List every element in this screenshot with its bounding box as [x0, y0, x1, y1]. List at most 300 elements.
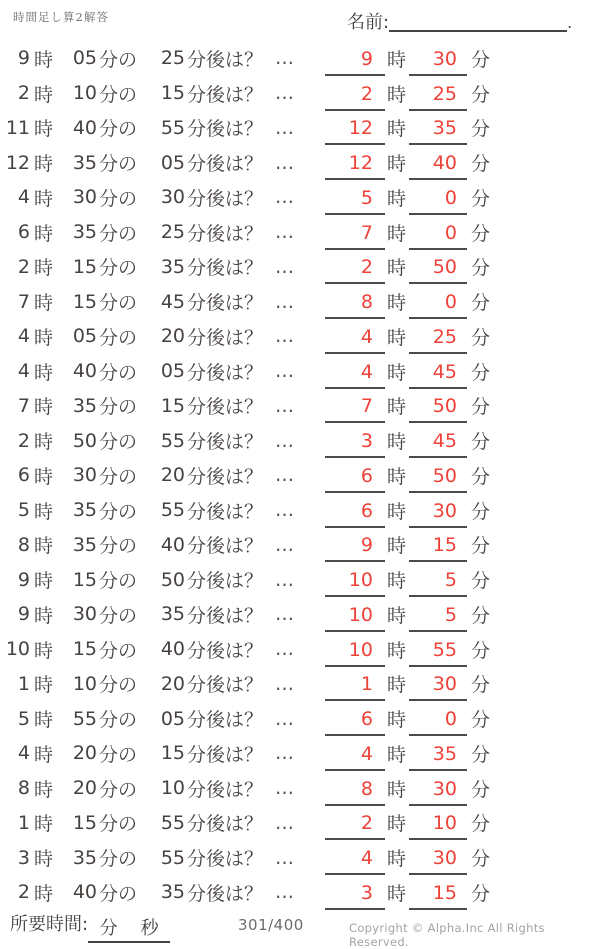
ellipsis: …: [275, 881, 297, 904]
answer-minute: 30: [409, 500, 467, 528]
problem-row: [0, 632, 600, 667]
hour-label: 時: [34, 674, 54, 697]
minute-of-label: 分の: [99, 326, 138, 349]
hour-label: 時: [34, 153, 54, 176]
problem-row: [0, 250, 600, 285]
ellipsis: …: [275, 811, 297, 834]
problem-row: [0, 840, 600, 875]
question-minute: 35: [72, 499, 98, 522]
minute-label: 分: [470, 465, 490, 488]
hour-label: 時: [34, 500, 54, 523]
ellipsis: …: [275, 603, 297, 626]
question-hour: 2: [17, 881, 30, 904]
minute-label: 分: [470, 83, 490, 106]
question-hour: 3: [17, 846, 30, 869]
question-hour: 2: [17, 255, 30, 278]
question-add-minute: 25: [160, 221, 186, 244]
hour-label: 時: [34, 535, 54, 558]
hour-label: 時: [386, 639, 406, 662]
question-hour: 9: [17, 568, 30, 591]
ellipsis: …: [275, 151, 297, 174]
hour-label: 時: [34, 292, 54, 315]
minute-of-label: 分の: [99, 222, 138, 245]
hour-label: 時: [386, 222, 406, 245]
question-add-minute: 55: [160, 499, 186, 522]
ellipsis: …: [275, 499, 297, 522]
hour-label: 時: [386, 674, 406, 697]
minute-label: 分: [470, 882, 490, 905]
hour-label: 時: [34, 743, 54, 766]
after-question-label: 分後は？: [187, 604, 264, 627]
answer-minute: 30: [409, 673, 467, 701]
after-question-label: 分後は？: [187, 222, 264, 245]
question-hour: 7: [17, 290, 30, 313]
answer-minute: 0: [409, 222, 467, 250]
hour-label: 時: [386, 535, 406, 558]
question-add-minute: 20: [160, 325, 186, 348]
question-minute: 20: [72, 777, 98, 800]
problem-row: [0, 771, 600, 806]
hour-label: 時: [34, 326, 54, 349]
question-add-minute: 55: [160, 116, 186, 139]
question-add-minute: 45: [160, 290, 186, 313]
after-question-label: 分後は？: [187, 396, 264, 419]
after-question-label: 分後は？: [187, 187, 264, 210]
ellipsis: …: [275, 672, 297, 695]
minute-label: 分: [470, 743, 490, 766]
answer-minute: 40: [409, 152, 467, 180]
hour-label: 時: [34, 465, 54, 488]
answer-hour: 1: [325, 673, 385, 701]
after-question-label: 分後は？: [187, 326, 264, 349]
hour-label: 時: [34, 813, 54, 836]
hour-label: 時: [386, 396, 406, 419]
question-minute: 35: [72, 846, 98, 869]
answer-hour: 8: [325, 291, 385, 319]
ellipsis: …: [275, 464, 297, 487]
problem-row: [0, 528, 600, 563]
question-minute: 10: [72, 672, 98, 695]
name-line-period: .: [567, 13, 573, 32]
hour-label: 時: [34, 882, 54, 905]
answer-hour: 2: [325, 812, 385, 840]
answer-hour: 7: [325, 222, 385, 250]
hour-label: 時: [386, 326, 406, 349]
problem-row: [0, 597, 600, 632]
problem-row: [0, 389, 600, 424]
hour-label: 時: [386, 153, 406, 176]
answer-minute: 5: [409, 569, 467, 597]
answer-hour: 3: [325, 882, 385, 910]
minute-label: 分: [470, 326, 490, 349]
required-time-blank-line: [88, 914, 170, 943]
question-hour: 9: [17, 47, 30, 70]
minute-label: 分: [470, 778, 490, 801]
question-add-minute: 15: [160, 82, 186, 105]
question-minute: 05: [72, 325, 98, 348]
after-question-label: 分後は？: [187, 465, 264, 488]
minute-label: 分: [470, 48, 490, 71]
question-add-minute: 50: [160, 568, 186, 591]
question-add-minute: 55: [160, 811, 186, 834]
answer-hour: 8: [325, 778, 385, 806]
question-hour: 1: [17, 811, 30, 834]
minute-of-label: 分の: [99, 465, 138, 488]
question-hour: 5: [17, 499, 30, 522]
after-question-label: 分後は？: [187, 848, 264, 871]
minute-of-label: 分の: [99, 83, 138, 106]
question-minute: 15: [72, 255, 98, 278]
answer-hour: 6: [325, 465, 385, 493]
minute-label: 分: [470, 222, 490, 245]
question-minute: 10: [72, 82, 98, 105]
question-add-minute: 20: [160, 672, 186, 695]
question-hour: 11: [5, 116, 30, 139]
ellipsis: …: [275, 360, 297, 383]
question-hour: 8: [17, 777, 30, 800]
question-hour: 2: [17, 429, 30, 452]
question-minute: 35: [72, 221, 98, 244]
minute-label: 分: [470, 153, 490, 176]
problem-row: [0, 145, 600, 180]
question-minute: 35: [72, 533, 98, 556]
hour-label: 時: [34, 604, 54, 627]
minute-unit-label: 分: [99, 918, 118, 939]
problem-row: [0, 875, 600, 910]
after-question-label: 分後は？: [187, 709, 264, 732]
minute-label: 分: [470, 674, 490, 697]
after-question-label: 分後は？: [187, 257, 264, 280]
question-minute: 30: [72, 186, 98, 209]
ellipsis: …: [275, 325, 297, 348]
minute-label: 分: [470, 431, 490, 454]
after-question-label: 分後は？: [187, 48, 264, 71]
minute-of-label: 分の: [99, 48, 138, 71]
question-minute: 40: [72, 360, 98, 383]
copyright-notice: Copyright © Alpha.Inc All Rights Reserved.: [349, 921, 545, 949]
answer-minute: 15: [409, 882, 467, 910]
problem-row: [0, 111, 600, 146]
question-hour: 4: [17, 742, 30, 765]
question-minute: 50: [72, 429, 98, 452]
question-minute: 15: [72, 568, 98, 591]
hour-label: 時: [386, 813, 406, 836]
question-add-minute: 55: [160, 429, 186, 452]
answer-minute: 55: [409, 639, 467, 667]
after-question-label: 分後は？: [187, 292, 264, 315]
minute-of-label: 分の: [99, 709, 138, 732]
minute-of-label: 分の: [99, 431, 138, 454]
hour-label: 時: [34, 361, 54, 384]
answer-minute: 35: [409, 117, 467, 145]
problem-row: [0, 354, 600, 389]
hour-label: 時: [34, 396, 54, 419]
ellipsis: …: [275, 707, 297, 730]
ellipsis: …: [275, 82, 297, 105]
hour-label: 時: [386, 83, 406, 106]
problem-row: [0, 736, 600, 771]
minute-label: 分: [470, 848, 490, 871]
minute-of-label: 分の: [99, 813, 138, 836]
question-hour: 4: [17, 325, 30, 348]
hour-label: 時: [34, 639, 54, 662]
answer-minute: 30: [409, 48, 467, 76]
answer-minute: 45: [409, 430, 467, 458]
question-hour: 7: [17, 394, 30, 417]
hour-label: 時: [386, 118, 406, 141]
question-hour: 9: [17, 603, 30, 626]
minute-of-label: 分の: [99, 153, 138, 176]
hour-label: 時: [34, 709, 54, 732]
hour-label: 時: [34, 778, 54, 801]
question-add-minute: 10: [160, 777, 186, 800]
problem-row: [0, 423, 600, 458]
question-hour: 6: [17, 221, 30, 244]
minute-label: 分: [470, 396, 490, 419]
hour-label: 時: [34, 48, 54, 71]
answer-minute: 35: [409, 743, 467, 771]
after-question-label: 分後は？: [187, 674, 264, 697]
after-question-label: 分後は？: [187, 535, 264, 558]
question-minute: 55: [72, 707, 98, 730]
minute-of-label: 分の: [99, 292, 138, 315]
answer-hour: 3: [325, 430, 385, 458]
hour-label: 時: [386, 882, 406, 905]
problem-row: [0, 76, 600, 111]
question-add-minute: 40: [160, 638, 186, 661]
answer-minute: 50: [409, 256, 467, 284]
minute-label: 分: [470, 535, 490, 558]
hour-label: 時: [34, 118, 54, 141]
hour-label: 時: [386, 570, 406, 593]
after-question-label: 分後は？: [187, 743, 264, 766]
ellipsis: …: [275, 221, 297, 244]
question-hour: 6: [17, 464, 30, 487]
minute-of-label: 分の: [99, 639, 138, 662]
hour-label: 時: [386, 465, 406, 488]
problem-row: [0, 284, 600, 319]
problem-row: [0, 180, 600, 215]
problem-row: [0, 806, 600, 841]
question-add-minute: 15: [160, 394, 186, 417]
answer-hour: 12: [325, 152, 385, 180]
minute-of-label: 分の: [99, 361, 138, 384]
required-time-field: [10, 910, 170, 943]
problem-row: [0, 493, 600, 528]
hour-label: 時: [34, 187, 54, 210]
name-blank-line: [389, 16, 567, 32]
minute-of-label: 分の: [99, 674, 138, 697]
answer-hour: 7: [325, 395, 385, 423]
minute-of-label: 分の: [99, 535, 138, 558]
minute-of-label: 分の: [99, 882, 138, 905]
question-add-minute: 30: [160, 186, 186, 209]
ellipsis: …: [275, 638, 297, 661]
question-minute: 05: [72, 47, 98, 70]
after-question-label: 分後は？: [187, 83, 264, 106]
question-minute: 40: [72, 881, 98, 904]
answer-minute: 5: [409, 604, 467, 632]
question-minute: 40: [72, 116, 98, 139]
hour-label: 時: [34, 431, 54, 454]
minute-label: 分: [470, 639, 490, 662]
answer-hour: 10: [325, 569, 385, 597]
question-hour: 8: [17, 533, 30, 556]
problem-row: [0, 562, 600, 597]
minute-of-label: 分の: [99, 500, 138, 523]
after-question-label: 分後は？: [187, 361, 264, 384]
hour-label: 時: [34, 570, 54, 593]
question-minute: 15: [72, 290, 98, 313]
ellipsis: …: [275, 47, 297, 70]
question-add-minute: 35: [160, 255, 186, 278]
answer-hour: 6: [325, 500, 385, 528]
minute-of-label: 分の: [99, 118, 138, 141]
minute-of-label: 分の: [99, 396, 138, 419]
hour-label: 時: [34, 257, 54, 280]
minute-label: 分: [470, 570, 490, 593]
after-question-label: 分後は？: [187, 153, 264, 176]
question-add-minute: 40: [160, 533, 186, 556]
problem-row: [0, 667, 600, 702]
question-hour: 5: [17, 707, 30, 730]
required-time-label: 所要時間:: [10, 914, 89, 935]
minute-of-label: 分の: [99, 570, 138, 593]
question-hour: 4: [17, 360, 30, 383]
hour-label: 時: [386, 361, 406, 384]
question-minute: 35: [72, 394, 98, 417]
hour-label: 時: [386, 48, 406, 71]
hour-label: 時: [386, 292, 406, 315]
minute-label: 分: [470, 604, 490, 627]
ellipsis: …: [275, 533, 297, 556]
name-field: [347, 8, 572, 34]
question-hour: 4: [17, 186, 30, 209]
answer-minute: 10: [409, 812, 467, 840]
minute-of-label: 分の: [99, 743, 138, 766]
minute-of-label: 分の: [99, 778, 138, 801]
question-minute: 30: [72, 464, 98, 487]
after-question-label: 分後は？: [187, 118, 264, 141]
name-label: 名前:: [347, 12, 390, 33]
page-count: 301/400: [238, 916, 304, 934]
after-question-label: 分後は？: [187, 778, 264, 801]
question-add-minute: 15: [160, 742, 186, 765]
hour-label: 時: [34, 848, 54, 871]
minute-of-label: 分の: [99, 187, 138, 210]
problem-row: [0, 41, 600, 76]
answer-minute: 30: [409, 847, 467, 875]
question-add-minute: 20: [160, 464, 186, 487]
question-hour: 1: [17, 672, 30, 695]
answer-hour: 2: [325, 256, 385, 284]
hour-label: 時: [386, 743, 406, 766]
hour-label: 時: [386, 709, 406, 732]
answer-hour: 6: [325, 708, 385, 736]
question-add-minute: 25: [160, 47, 186, 70]
answer-hour: 4: [325, 743, 385, 771]
question-hour: 12: [5, 151, 30, 174]
after-question-label: 分後は？: [187, 882, 264, 905]
ellipsis: …: [275, 568, 297, 591]
question-add-minute: 05: [160, 360, 186, 383]
answer-hour: 4: [325, 847, 385, 875]
after-question-label: 分後は？: [187, 500, 264, 523]
question-minute: 30: [72, 603, 98, 626]
answer-minute: 0: [409, 187, 467, 215]
answer-minute: 15: [409, 534, 467, 562]
answer-hour: 4: [325, 326, 385, 354]
after-question-label: 分後は？: [187, 570, 264, 593]
question-add-minute: 05: [160, 151, 186, 174]
question-minute: 15: [72, 638, 98, 661]
answer-hour: 2: [325, 83, 385, 111]
page-title: 時間足し算2解答: [13, 10, 109, 24]
ellipsis: …: [275, 186, 297, 209]
answer-minute: 25: [409, 83, 467, 111]
after-question-label: 分後は？: [187, 813, 264, 836]
hour-label: 時: [34, 83, 54, 106]
hour-label: 時: [34, 222, 54, 245]
answer-hour: 4: [325, 361, 385, 389]
hour-label: 時: [386, 187, 406, 210]
ellipsis: …: [275, 777, 297, 800]
minute-label: 分: [470, 292, 490, 315]
question-minute: 35: [72, 151, 98, 174]
problem-row: [0, 215, 600, 250]
question-hour: 2: [17, 82, 30, 105]
question-minute: 20: [72, 742, 98, 765]
hour-label: 時: [386, 604, 406, 627]
minute-label: 分: [470, 813, 490, 836]
after-question-label: 分後は？: [187, 639, 264, 662]
question-add-minute: 05: [160, 707, 186, 730]
minute-label: 分: [470, 257, 490, 280]
problems: [0, 41, 600, 910]
second-unit-label: 秒: [140, 918, 159, 939]
answer-minute: 30: [409, 778, 467, 806]
answer-hour: 12: [325, 117, 385, 145]
hour-label: 時: [386, 500, 406, 523]
problem-row: [0, 701, 600, 736]
question-add-minute: 55: [160, 846, 186, 869]
ellipsis: …: [275, 290, 297, 313]
minute-label: 分: [470, 500, 490, 523]
minute-of-label: 分の: [99, 257, 138, 280]
question-add-minute: 35: [160, 881, 186, 904]
minute-of-label: 分の: [99, 848, 138, 871]
answer-hour: 9: [325, 48, 385, 76]
hour-label: 時: [386, 778, 406, 801]
question-minute: 15: [72, 811, 98, 834]
minute-label: 分: [470, 187, 490, 210]
ellipsis: …: [275, 394, 297, 417]
question-hour: 10: [5, 638, 30, 661]
hour-label: 時: [386, 257, 406, 280]
minute-of-label: 分の: [99, 604, 138, 627]
after-question-label: 分後は？: [187, 431, 264, 454]
answer-hour: 5: [325, 187, 385, 215]
answer-minute: 50: [409, 465, 467, 493]
ellipsis: …: [275, 116, 297, 139]
ellipsis: …: [275, 742, 297, 765]
answer-hour: 10: [325, 604, 385, 632]
minute-label: 分: [470, 709, 490, 732]
answer-minute: 0: [409, 291, 467, 319]
answer-minute: 45: [409, 361, 467, 389]
ellipsis: …: [275, 255, 297, 278]
answer-minute: 50: [409, 395, 467, 423]
